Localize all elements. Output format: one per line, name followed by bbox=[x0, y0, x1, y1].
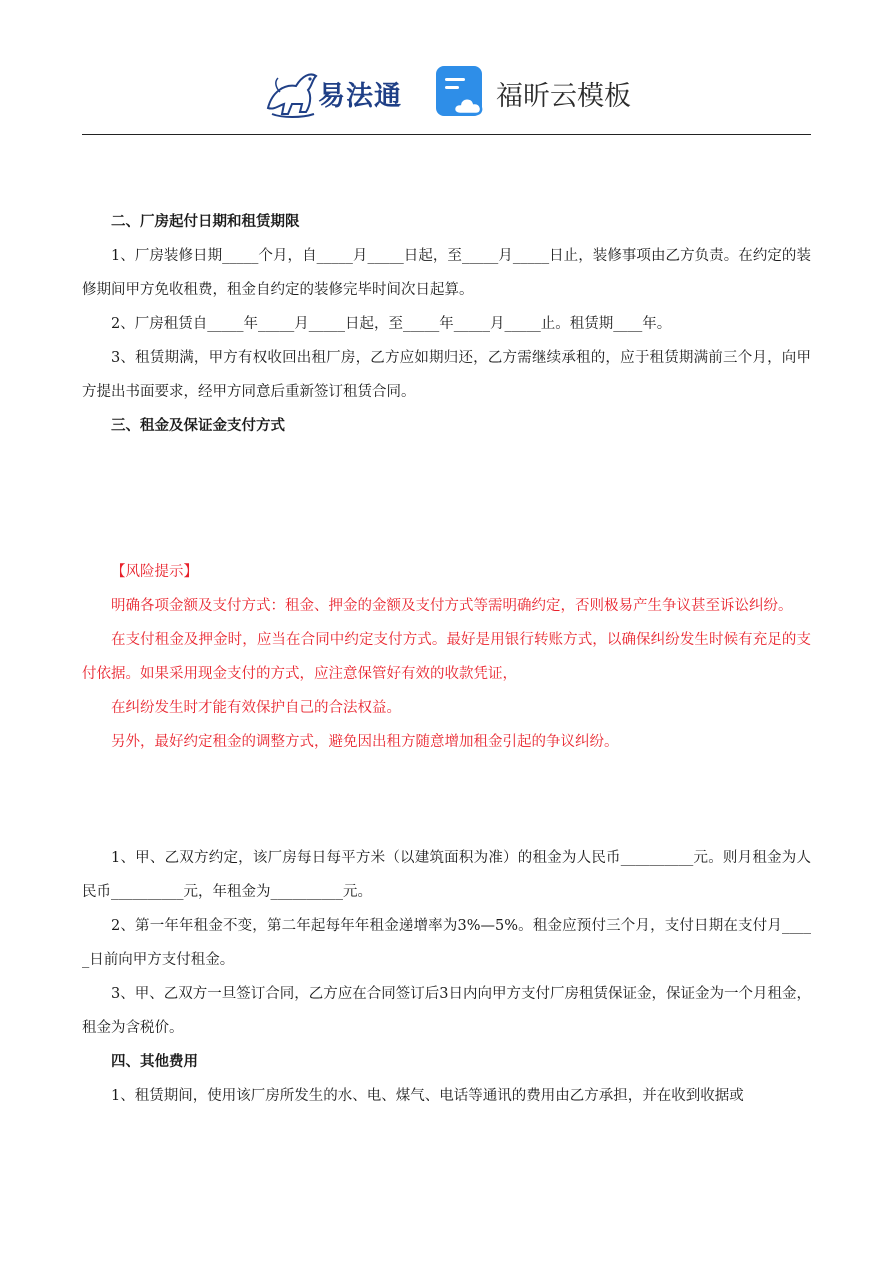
blank-space bbox=[82, 759, 811, 841]
section-3-clause-2: 2、第一年年租金不变，第二年起每年年租金递增率为3%—5%。租金应预付三个月，支付日期在支付月_____日前向甲方支付租金。 bbox=[82, 918, 811, 968]
section-2-clause-3: 3、租赁期满，甲方有权收回出租厂房，乙方应如期归还，乙方需继续承租的，应于租赁期满前三个月，向甲方提出书面要求，经甲方同意后重新签订租赁合同。 bbox=[82, 350, 811, 400]
risk-notice-paragraph: 另外，最好约定租金的调整方式，避免因出租方随意增加租金引起的争议纠纷。 bbox=[111, 734, 619, 750]
foxit-cloud-template-icon bbox=[436, 66, 488, 118]
section-3-clause-3: 3、甲、乙双方一旦签订合同，乙方应在合同签订后3日内向甲方支付厂房租赁保证金，保证金为一个月租金，租金为含税价。 bbox=[82, 986, 811, 1036]
page-header bbox=[0, 0, 893, 136]
section-4-clause-1: 1、租赁期间，使用该厂房所发生的水、电、煤气、电话等通讯的费用由乙方承担，并在收到收据或 bbox=[111, 1088, 744, 1104]
section-2-clause-2: 2、厂房租赁自_____年_____月_____日起，至_____年_____月_____止。租赁期____年。 bbox=[111, 316, 672, 332]
section-2-heading: 二、厂房起付日期和租赁期限 bbox=[111, 213, 300, 230]
foxit-template-logo-text: 福昕云模板 bbox=[496, 81, 631, 112]
risk-notice-paragraph: 明确各项金额及支付方式：租金、押金的金额及支付方式等需明确约定，否则极易产生争议甚至诉讼纠纷。 bbox=[111, 598, 793, 614]
section-4-heading: 四、其他费用 bbox=[111, 1053, 198, 1070]
contract-body bbox=[82, 205, 811, 1113]
header-divider bbox=[82, 134, 811, 135]
risk-notice-paragraph: 在纠纷发生时才能有效保护自己的合法权益。 bbox=[111, 700, 401, 716]
section-2-clause-1: 1、厂房装修日期_____个月，自_____月_____日起，至_____月_____日止，装修事项由乙方负责。在约定的装修期间甲方免收租费，租金自约定的装修完毕时间次日起算。 bbox=[82, 248, 811, 298]
yifatong-logo-text: 易法通 bbox=[318, 81, 402, 112]
risk-notice-title: 【风险提示】 bbox=[111, 564, 198, 580]
blank-space bbox=[82, 443, 811, 555]
risk-notice-paragraph: 在支付租金及押金时，应当在合同中约定支付方式。最好是用银行转账方式，以确保纠纷发生时候有充足的支付依据。如果采用现金支付的方式，应注意保管好有效的收款凭证， bbox=[82, 632, 811, 682]
section-3-heading: 三、租金及保证金支付方式 bbox=[111, 417, 285, 434]
section-3-clause-1: 1、甲、乙双方约定，该厂房每日每平方米（以建筑面积为准）的租金为人民币__________元。则月租金为人民币__________元，年租金为__________元。 bbox=[82, 850, 811, 900]
